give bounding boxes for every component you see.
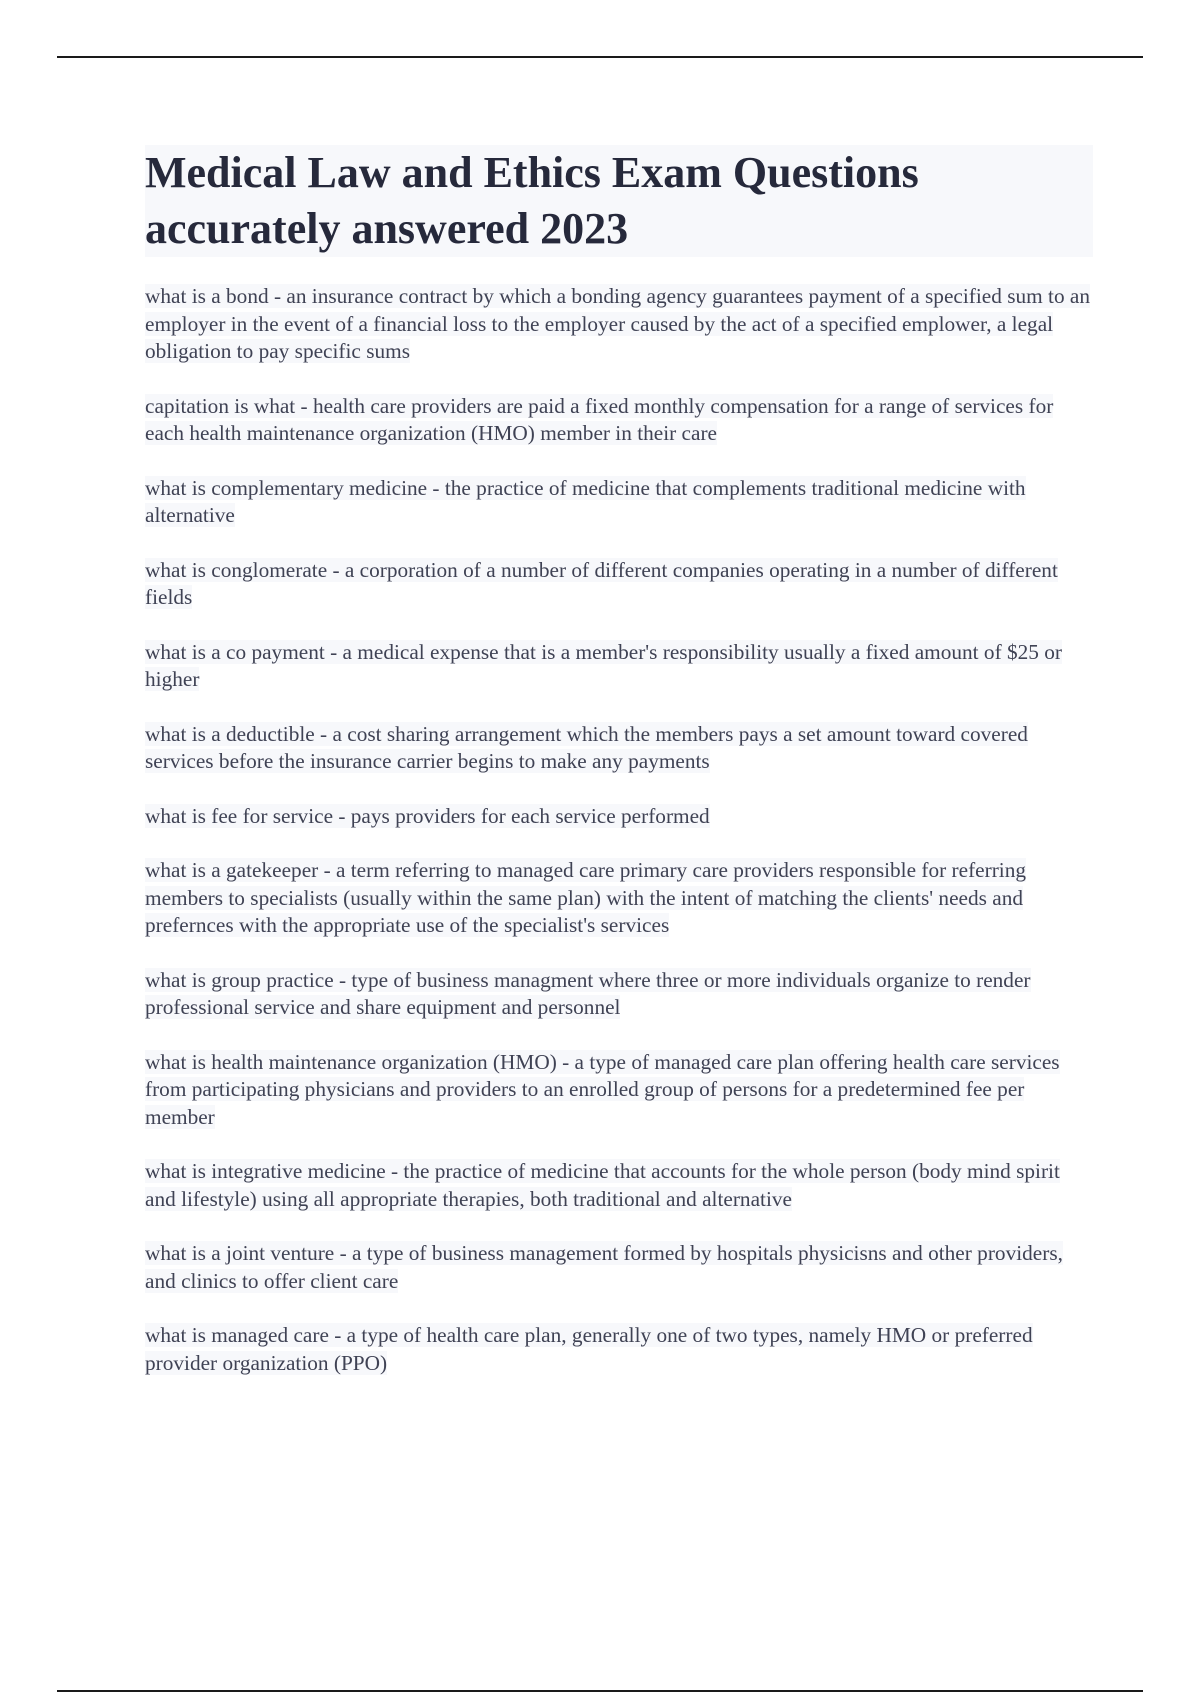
qa-item-deductible (145, 721, 1095, 776)
qa-text: capitation is what - health care providers are paid a fixed monthly compensation for a range of services for each health maintenance organization (HMO) member in their care (145, 393, 1054, 445)
qa-item-bond (145, 283, 1095, 366)
qa-item-complementary-medicine (145, 475, 1095, 530)
qa-item-co-payment (145, 639, 1095, 694)
qa-item-conglomerate (145, 557, 1095, 612)
qa-item-fee-for-service (145, 803, 1095, 831)
top-divider (57, 56, 1143, 58)
qa-item-group-practice (145, 967, 1095, 1022)
qa-text: what is a joint venture - a type of business management formed by hospitals physicisns and other providers, and clinics to offer client care (145, 1241, 1063, 1293)
qa-text: what is complementary medicine - the practice of medicine that complements traditional medicine with alternative (145, 475, 1026, 527)
qa-text: what is integrative medicine - the practice of medicine that accounts for the whole person (body mind spirit and lifestyle) using all appropriate therapies, both traditional and alternative (145, 1159, 1060, 1211)
qa-text: what is a bond - an insurance contract by which a bonding agency guarantees payment of a specified sum to an employer in the event of a financial loss to the employer caused by the act of a specified emplower, a legal obligation to pay specific sums (145, 284, 1091, 363)
qa-item-capitation (145, 393, 1095, 448)
qa-item-gatekeeper (145, 857, 1095, 940)
qa-item-joint-venture (145, 1240, 1095, 1295)
qa-list (145, 283, 1095, 1404)
qa-text: what is conglomerate - a corporation of a number of different companies operating in a number of different fields (145, 557, 1058, 609)
bottom-divider (57, 1690, 1143, 1692)
qa-text: what is managed care - a type of health care plan, generally one of two types, namely HMO or preferred provider organization (PPO) (145, 1323, 1033, 1375)
qa-text: what is fee for service - pays providers for each service performed (145, 803, 710, 828)
qa-text: what is health maintenance organization (HMO) - a type of managed care plan offering health care services from participating physicians and providers to an enrolled group of persons for a predetermined fee per member (145, 1049, 1060, 1129)
qa-text: what is group practice - type of business managment where three or more individuals organize to render professional service and share equipment and personnel (145, 967, 1031, 1019)
qa-item-hmo (145, 1049, 1095, 1132)
qa-item-integrative-medicine (145, 1158, 1095, 1213)
qa-text: what is a deductible - a cost sharing arrangement which the members pays a set amount toward covered services before the insurance carrier begins to make any payments (145, 721, 1028, 773)
document-title: Medical Law and Ethics Exam Questions accurately answered 2023 (145, 148, 919, 253)
title-block (145, 145, 1093, 257)
qa-item-managed-care (145, 1322, 1095, 1377)
qa-text: what is a gatekeeper - a term referring to managed care primary care providers responsible for referring members to specialists (usually within the same plan) with the intent of matching the clients' needs and prefernces with the appropriate use of the specialist's services (145, 858, 1027, 937)
qa-text: what is a co payment - a medical expense that is a member's responsibility usually a fixed amount of $25 or higher (145, 639, 1062, 691)
